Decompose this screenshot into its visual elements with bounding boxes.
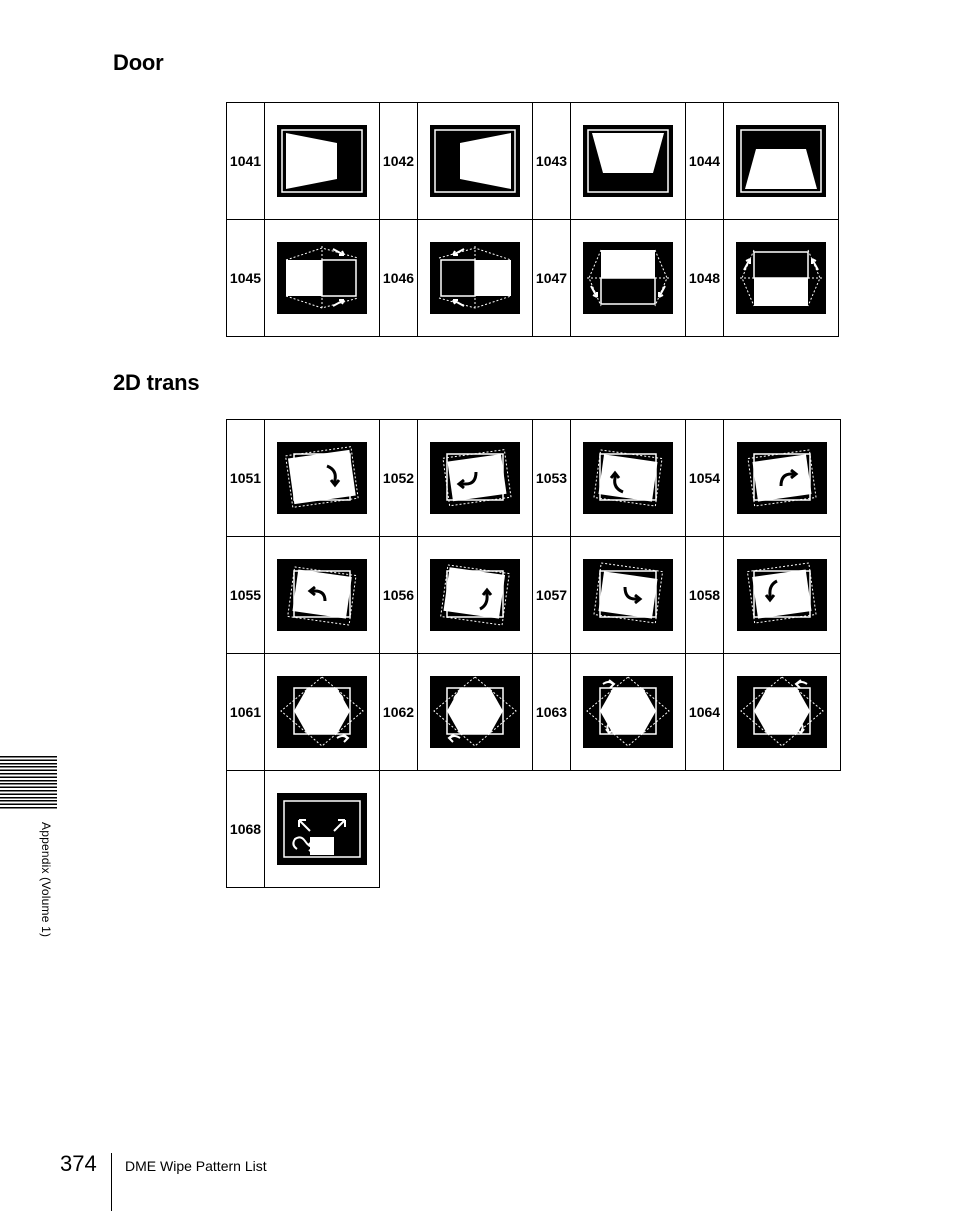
diamond-1061-icon <box>277 676 367 748</box>
pattern-code: 1058 <box>686 537 724 654</box>
diamond-1063-icon <box>583 676 673 748</box>
pattern-code: 1042 <box>380 103 418 220</box>
door-1045-icon <box>277 242 367 314</box>
diamond-1064-icon <box>737 676 827 748</box>
door-1043-icon <box>583 125 673 197</box>
pattern-code: 1048 <box>686 220 724 337</box>
door-pattern-table <box>226 102 839 337</box>
2d-trans-pattern-table <box>226 419 841 888</box>
pattern-code: 1064 <box>686 654 724 771</box>
pattern-code: 1052 <box>380 420 418 537</box>
pattern-thumbnail <box>724 103 839 220</box>
pattern-code: 1047 <box>533 220 571 337</box>
pattern-thumbnail <box>724 537 841 654</box>
rotate-1053-icon <box>583 442 673 514</box>
pattern-code: 1055 <box>227 537 265 654</box>
pattern-code: 1056 <box>380 537 418 654</box>
door-1044-icon <box>736 125 826 197</box>
pattern-code: 1054 <box>686 420 724 537</box>
chapter-tab-stripes <box>0 756 57 810</box>
pattern-thumbnail <box>265 420 380 537</box>
footer-divider <box>111 1153 112 1211</box>
pattern-code: 1053 <box>533 420 571 537</box>
footer-title: DME Wipe Pattern List <box>125 1158 267 1174</box>
pattern-code: 1043 <box>533 103 571 220</box>
pattern-code: 1063 <box>533 654 571 771</box>
pattern-thumbnail <box>418 420 533 537</box>
pattern-thumbnail <box>571 420 686 537</box>
pattern-thumbnail <box>571 654 686 771</box>
rotate-1054-icon <box>737 442 827 514</box>
pattern-thumbnail <box>418 654 533 771</box>
door-1046-icon <box>430 242 520 314</box>
rotate-1055-icon <box>277 559 367 631</box>
rotate-1051-icon <box>277 442 367 514</box>
diamond-1062-icon <box>430 676 520 748</box>
door-1041-icon <box>277 125 367 197</box>
pattern-thumbnail <box>265 103 380 220</box>
pattern-code: 1057 <box>533 537 571 654</box>
pattern-thumbnail <box>265 771 380 888</box>
pattern-code: 1045 <box>227 220 265 337</box>
pattern-code: 1044 <box>686 103 724 220</box>
rotate-1058-icon <box>737 559 827 631</box>
pattern-code: 1061 <box>227 654 265 771</box>
pattern-code: 1062 <box>380 654 418 771</box>
pattern-thumbnail <box>265 654 380 771</box>
pattern-code: 1051 <box>227 420 265 537</box>
pattern-thumbnail <box>724 654 841 771</box>
pattern-code: 1046 <box>380 220 418 337</box>
shrink-1068-icon <box>277 793 367 865</box>
door-1048-icon <box>736 242 826 314</box>
pattern-thumbnail <box>418 220 533 337</box>
pattern-thumbnail <box>724 420 841 537</box>
pattern-thumbnail <box>418 103 533 220</box>
section-title-2d-trans: 2D trans <box>113 370 200 395</box>
rotate-1056-icon <box>430 559 520 631</box>
pattern-thumbnail <box>265 220 380 337</box>
door-1042-icon <box>430 125 520 197</box>
pattern-thumbnail <box>724 220 839 337</box>
rotate-1057-icon <box>583 559 673 631</box>
pattern-thumbnail <box>571 537 686 654</box>
page-number: 374 <box>60 1151 97 1176</box>
pattern-code: 1068 <box>227 771 265 888</box>
pattern-thumbnail <box>418 537 533 654</box>
pattern-thumbnail <box>571 103 686 220</box>
door-1047-icon <box>583 242 673 314</box>
section-title-door: Door <box>113 50 164 75</box>
chapter-tab-label: Appendix (Volume 1) <box>39 822 53 938</box>
rotate-1052-icon <box>430 442 520 514</box>
pattern-code: 1041 <box>227 103 265 220</box>
pattern-thumbnail <box>571 220 686 337</box>
pattern-thumbnail <box>265 537 380 654</box>
